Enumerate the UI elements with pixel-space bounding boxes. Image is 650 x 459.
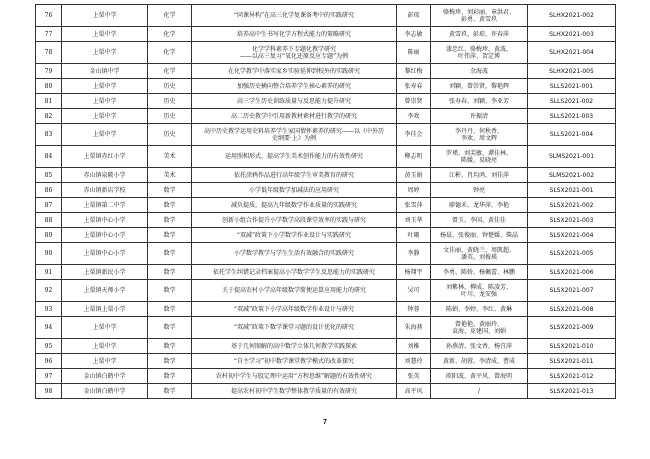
cell-no: 89 <box>36 228 62 243</box>
cell-leader: 吴可 <box>397 280 431 302</box>
cell-subject: 数学 <box>148 183 192 198</box>
cell-subject: 数学 <box>148 228 192 243</box>
cell-leader: 叶珊 <box>397 228 431 243</box>
cell-title: 减负提质，提高九年级数学作业质量的实践研究 <box>192 198 397 213</box>
cell-code: SLMS2021-001 <box>528 146 616 168</box>
table-row <box>36 302 616 317</box>
table-row <box>36 280 616 302</box>
table-row <box>36 317 616 339</box>
cell-no: 86 <box>36 183 62 198</box>
cell-leader: 李静 <box>397 243 431 265</box>
cell-no: 90 <box>36 243 62 265</box>
cell-leader: 张英 <box>397 369 431 384</box>
table-row <box>36 183 616 198</box>
cell-title: “双减”政策下小学数学作业设计与实践研究 <box>192 228 397 243</box>
cell-leader: 柳志明 <box>397 146 431 168</box>
cell-members: 欧阳波、黄平风、曾海明 <box>431 369 528 384</box>
cell-members: 黄雪玖、彭琼、许春萍 <box>431 27 528 42</box>
cell-members: 廖德禾、龙华萍、李艳 <box>431 198 528 213</box>
cell-school: 上栗镇上栗小学 <box>62 302 148 317</box>
cell-members: 骆梅珍、刘彩丽、章洪君、 彭勇、黄雪玖 <box>431 5 528 27</box>
cell-leader: 钟蓉 <box>397 302 431 317</box>
cell-school: 上栗中学 <box>62 94 148 109</box>
cell-members: 黄新、胡蓉、李清成、曹成 <box>431 354 528 369</box>
cell-leader: 刘玉华 <box>397 213 431 228</box>
cell-no: 83 <box>36 124 62 146</box>
cell-leader: 陈丽 <box>397 42 431 64</box>
table-row <box>36 228 616 243</box>
cell-leader: 黎红梅 <box>397 64 431 79</box>
cell-leader: 张雪萍 <box>397 198 431 213</box>
cell-no: 92 <box>36 280 62 302</box>
table-row <box>36 354 616 369</box>
cell-title: “双减”政策下小学高年级数学作业设计与研究 <box>192 302 397 317</box>
cell-code: SLLS2021-002 <box>528 94 616 109</box>
cell-no: 98 <box>36 384 62 399</box>
cell-school: 上栗镇中心小学 <box>62 228 148 243</box>
cell-subject: 历史 <box>148 94 192 109</box>
cell-school: 上栗中学 <box>62 27 148 42</box>
cell-no: 88 <box>36 213 62 228</box>
cell-no: 87 <box>36 198 62 213</box>
cell-school: 上栗镇天师小学 <box>62 280 148 302</box>
cell-code: SLHX2021-004 <box>528 42 616 64</box>
cell-code: SLSX2021-001 <box>528 183 616 198</box>
cell-members: 李丹丹、何秋香、 李欢、周文辉 <box>431 124 528 146</box>
cell-leader: 周婷 <box>397 183 431 198</box>
cell-subject: 数学 <box>148 339 192 354</box>
cell-code: SLSX2021-007 <box>528 280 616 302</box>
table-row <box>36 5 616 27</box>
cell-title: 高三学生历史训练质量与反思能力提升研究 <box>192 94 397 109</box>
cell-no: 94 <box>36 317 62 339</box>
cell-title: 关于提高农村小学高年级数学简便运算应用能力的研究 <box>192 280 397 302</box>
cell-members: / <box>431 384 528 399</box>
cell-members: 孙燕清、张文香、杨宜萍 <box>431 339 528 354</box>
cell-subject: 美术 <box>148 146 192 168</box>
cell-code: SLSX2021-009 <box>528 317 616 339</box>
cell-code: SLSX2021-010 <box>528 339 616 354</box>
table-row <box>36 265 616 280</box>
cell-leader: 李佳会 <box>397 124 431 146</box>
cell-members: 曾玉、李国、黄佳佳 <box>431 213 528 228</box>
cell-title: “同课异构”在高三化学复课备考中的实践研究 <box>192 5 397 27</box>
cell-members: 漆忠红、骆梅珍、黄波、 叶伟萍、贺定博 <box>431 42 528 64</box>
cell-school: 上栗中学 <box>62 124 148 146</box>
table-body <box>36 5 616 399</box>
cell-leader: 刘稚 <box>397 339 431 354</box>
cell-subject: 化学 <box>148 5 192 27</box>
cell-subject: 历史 <box>148 109 192 124</box>
cell-school: 金山镇白鹤中学 <box>62 384 148 399</box>
cell-no: 82 <box>36 109 62 124</box>
table-row <box>36 146 616 168</box>
cell-code: SLSX2021-008 <box>528 302 616 317</box>
cell-leader: 刘慧玲 <box>397 354 431 369</box>
document-page <box>35 4 615 399</box>
cell-members: 陈娟、李婷、李红、黄琳 <box>431 302 528 317</box>
cell-code: SLSX2021-005 <box>528 243 616 265</box>
table-row <box>36 109 616 124</box>
cell-subject: 数学 <box>148 384 192 399</box>
cell-leader: 李志敏 <box>397 27 431 42</box>
cell-members: 刘颖、曾崇贤、黎艳辉 <box>431 79 528 94</box>
cell-school: 上栗中学 <box>62 42 148 64</box>
cell-subject: 化学 <box>148 64 192 79</box>
cell-subject: 数学 <box>148 198 192 213</box>
cell-leader: 彭琼 <box>397 5 431 27</box>
cell-school: 上栗中学 <box>62 354 148 369</box>
cell-code: SLSX2021-004 <box>528 228 616 243</box>
cell-members: 张寿春、刘颖、李亚芳 <box>431 94 528 109</box>
cell-title: 创新小组合作提升小学数学高段课堂效率的实践与研究 <box>192 213 397 228</box>
cell-code: SLMS2021-002 <box>528 168 616 183</box>
cell-subject: 历史 <box>148 124 192 146</box>
cell-members: 江彬、肖均鸿、刘佳萍 <box>431 168 528 183</box>
table-row <box>36 369 616 384</box>
cell-members: 罗瑾、刘芙敏、谭佳林、 陈媛、易晓亮 <box>431 146 528 168</box>
cell-school: 上栗镇新民小学 <box>62 265 148 280</box>
cell-subject: 历史 <box>148 79 192 94</box>
cell-title: 依托学生纠错记录档案提高小学数学学生反思能力的实践研究 <box>192 265 397 280</box>
table-row <box>36 384 616 399</box>
cell-code: SLSX2021-006 <box>528 265 616 280</box>
cell-school: 上栗镇中心小学 <box>62 243 148 265</box>
cell-no: 76 <box>36 5 62 27</box>
cell-subject: 数学 <box>148 369 192 384</box>
cell-subject: 数学 <box>148 317 192 339</box>
cell-code: SLLS2021-003 <box>528 109 616 124</box>
cell-school: 上栗镇中心小学 <box>62 213 148 228</box>
cell-leader: 张寿春 <box>397 79 431 94</box>
cell-members: 杨晨、张俊丽、钟楚媛、柴晶 <box>431 228 528 243</box>
table-row <box>36 213 616 228</box>
cell-title: 化学学科素养下专题化教学研究 ——以高三复习“氧化还原反应专题”为例 <box>192 42 397 64</box>
cell-no: 96 <box>36 354 62 369</box>
cell-no: 81 <box>36 94 62 109</box>
table-row <box>36 124 616 146</box>
cell-subject: 数学 <box>148 265 192 280</box>
cell-school: 上栗中学 <box>62 317 148 339</box>
cell-school: 赤山镇泉陂小学 <box>62 168 148 183</box>
cell-school: 金山镇白鹤中学 <box>62 369 148 384</box>
cell-code: SLHX2021-005 <box>528 64 616 79</box>
cell-title: 在化学教学中落实家乡实验延伸到校外的实践研究 <box>192 64 397 79</box>
cell-code: SLSX2021-012 <box>528 369 616 384</box>
cell-code: SLSX2021-011 <box>528 354 616 369</box>
cell-title: 农村初中学生与股定理中运用“方程思维”解题的有效性研究 <box>192 369 397 384</box>
table-row <box>36 79 616 94</box>
cell-members: 李勇、陈娇、杨佩蕾、林鹏 <box>431 265 528 280</box>
project-table <box>35 4 616 399</box>
cell-subject: 数学 <box>148 213 192 228</box>
cell-subject: 数学 <box>148 280 192 302</box>
cell-title: 小学低年级数学加减法的应用研究 <box>192 183 397 198</box>
cell-leader: 曾崇贤 <box>397 94 431 109</box>
cell-school: 上栗中学 <box>62 5 148 27</box>
cell-title: 培养高中生书写化学方程式能力的策略研究 <box>192 27 397 42</box>
cell-code: SLLS2021-004 <box>528 124 616 146</box>
cell-leader: 高平风 <box>397 384 431 399</box>
cell-school: 上栗中学 <box>62 79 148 94</box>
cell-leader: 黄玉娟 <box>397 168 431 183</box>
cell-school: 上栗镇赤红小学 <box>62 146 148 168</box>
cell-members: 文佳丽、黄晓兰、周凯超、 潘英、刘俊瑛 <box>431 243 528 265</box>
table-row <box>36 64 616 79</box>
cell-school: 上栗中学 <box>62 339 148 354</box>
table-row <box>36 339 616 354</box>
cell-subject: 化学 <box>148 42 192 64</box>
cell-no: 85 <box>36 168 62 183</box>
table-row <box>36 42 616 64</box>
cell-members: 曾艳艳、黄丽玲、 袁海、皮建国、刘娟 <box>431 317 528 339</box>
cell-code: SLHX2021-003 <box>528 27 616 42</box>
cell-no: 91 <box>36 265 62 280</box>
cell-members: 余海波 <box>431 64 528 79</box>
cell-members: 钟亮 <box>431 183 528 198</box>
table-row <box>36 27 616 42</box>
cell-title: “自主学习”初中数学课堂教学模式的改革探究 <box>192 354 397 369</box>
cell-code: SLSX2021-002 <box>528 198 616 213</box>
cell-school: 上栗镇第二中学 <box>62 198 148 213</box>
cell-title: “双减”政策下数学课堂习题的设计优化的研究 <box>192 317 397 339</box>
cell-no: 84 <box>36 146 62 168</box>
cell-code: SLHX2021-002 <box>528 5 616 27</box>
cell-school: 赤山镇新店学校 <box>62 183 148 198</box>
cell-title: 高二历史教学中引用新教材素材进行教学的研究 <box>192 109 397 124</box>
cell-subject: 化学 <box>148 27 192 42</box>
cell-code: SLSX2021-013 <box>528 384 616 399</box>
table-row <box>36 94 616 109</box>
cell-subject: 数学 <box>148 302 192 317</box>
cell-code: SLSX2021-003 <box>528 213 616 228</box>
cell-no: 95 <box>36 339 62 354</box>
cell-title: 提高农村初中学生数学整体教学质量的有效研究 <box>192 384 397 399</box>
table-row <box>36 198 616 213</box>
table-row <box>36 243 616 265</box>
table-row <box>36 168 616 183</box>
cell-school: 上栗中学 <box>62 109 148 124</box>
cell-title: 运用照相形式，提高学生美术创作能力的有效性研究 <box>192 146 397 168</box>
cell-no: 93 <box>36 302 62 317</box>
cell-title: 高中历史教学运用史料培养学生家国情怀素养的研究——以《中外历 史纲要·上》为例 <box>192 124 397 146</box>
cell-subject: 数学 <box>148 354 192 369</box>
cell-leader: 李欢 <box>397 109 431 124</box>
cell-school: 金山镇中学 <box>62 64 148 79</box>
cell-no: 79 <box>36 64 62 79</box>
cell-title: 依托涂鸦作品进行高年级学生审美教育的研究 <box>192 168 397 183</box>
cell-title: 小学数学教学与学生生活有效融合的实践研究 <box>192 243 397 265</box>
cell-no: 97 <box>36 369 62 384</box>
page-number: 7 <box>323 419 327 426</box>
cell-members: 许振清 <box>431 109 528 124</box>
cell-subject: 美术 <box>148 168 192 183</box>
cell-members: 刘紫林、柳成、陈凌芳、 叶川、龙安强 <box>431 280 528 302</box>
cell-title: 基于几何图解的高中数学立体几何教学实践探索 <box>192 339 397 354</box>
cell-leader: 杨翔宇 <box>397 265 431 280</box>
cell-subject: 数学 <box>148 243 192 265</box>
cell-no: 80 <box>36 79 62 94</box>
cell-leader: 朱海燕 <box>397 317 431 339</box>
cell-no: 78 <box>36 42 62 64</box>
cell-code: SLLS2021-001 <box>528 79 616 94</box>
cell-no: 77 <box>36 27 62 42</box>
cell-title: 加强历史横向整合培养学生核心素养的研究 <box>192 79 397 94</box>
